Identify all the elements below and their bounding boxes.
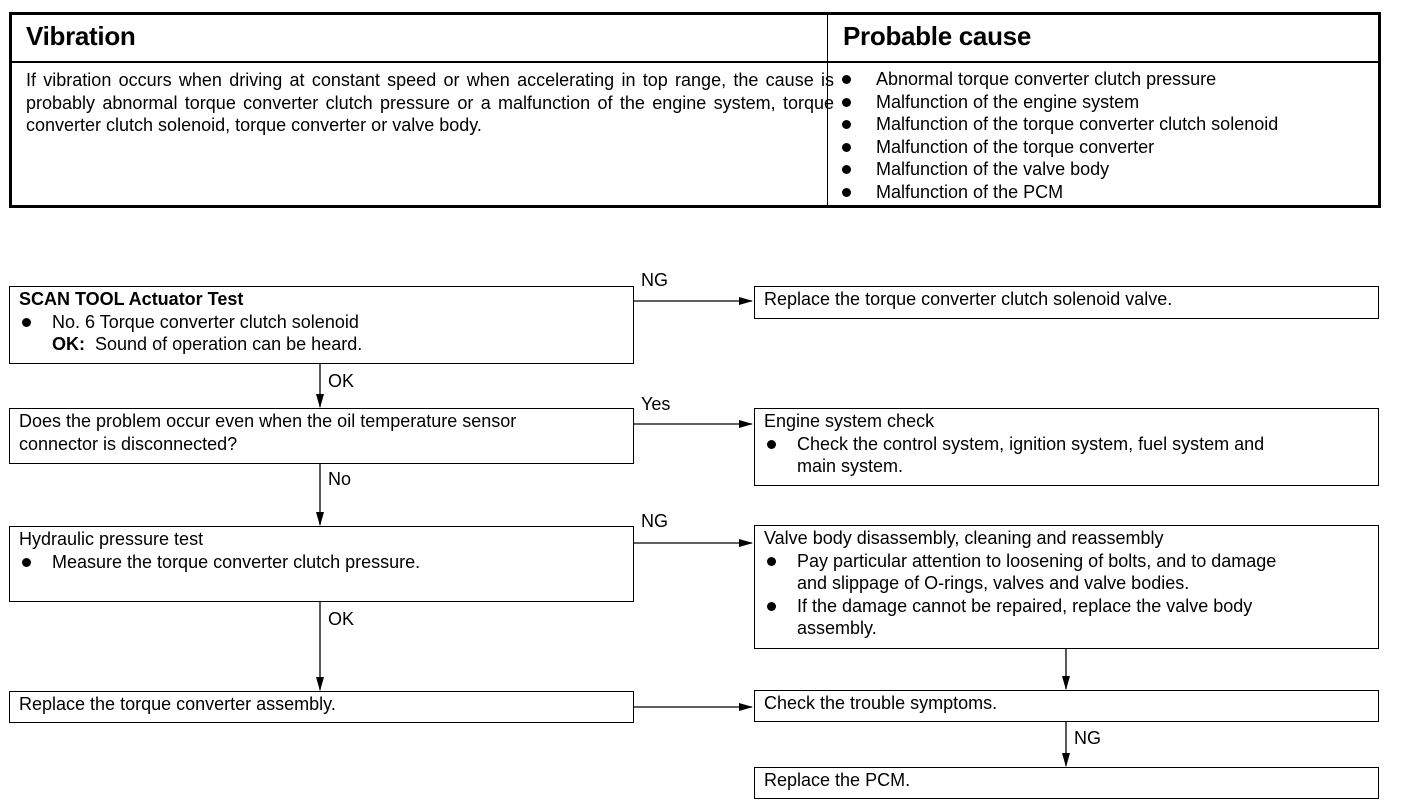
- scan-tool-ok-line: [19, 333, 624, 356]
- replace-solenoid-box: [754, 286, 1379, 319]
- valve-body-item-text: Pay particular attention to loosening of bolts, and to damage: [797, 550, 1277, 571]
- cause-text: Malfunction of the torque converter clutch solenoid: [876, 114, 1279, 134]
- vibration-heading: Vibration: [26, 21, 136, 51]
- replace-torque-converter-box: [9, 691, 634, 723]
- probable-cause-heading: Probable cause: [843, 21, 1031, 51]
- scan-tool-title: SCAN TOOL Actuator Test: [19, 289, 244, 309]
- valve-body-item: [764, 595, 1369, 618]
- yes-label: Yes: [641, 394, 671, 414]
- replace-pcm-text: Replace the PCM.: [764, 770, 911, 790]
- valve-body-item-continued: assembly.: [797, 618, 877, 638]
- ok-label: OK: [328, 371, 355, 391]
- hydraulic-title: Hydraulic pressure test: [19, 529, 204, 549]
- engine-system-check-box: [754, 408, 1379, 486]
- hydraulic-item: [19, 551, 624, 574]
- hydraulic-item-text: Measure the torque converter clutch pressure.: [52, 551, 421, 572]
- cause-text: Malfunction of the torque converter: [876, 136, 1155, 157]
- oil-temp-question-box: [9, 408, 634, 464]
- cause-text: Malfunction of the engine system: [876, 91, 1140, 112]
- replace-solenoid-text: Replace the torque converter clutch solenoid valve.: [764, 289, 1173, 309]
- question-line: connector is disconnected?: [19, 433, 238, 454]
- valve-body-item-continued: and slippage of O-rings, valves and valve bodies.: [797, 573, 1190, 593]
- check-symptoms-text: Check the trouble symptoms.: [764, 693, 998, 713]
- engine-check-item: [764, 433, 1369, 456]
- engine-check-title: Engine system check: [764, 411, 935, 431]
- ng-label: NG: [1074, 728, 1101, 748]
- bullet-icon: [767, 440, 776, 449]
- engine-check-item-text: Check the control system, ignition system, fuel system and: [797, 433, 1265, 454]
- bullet-icon: [22, 318, 31, 327]
- no-label: No: [328, 469, 352, 489]
- replace-torque-converter-text: Replace the torque converter assembly.: [19, 694, 336, 714]
- bullet-icon: [767, 557, 776, 566]
- bullet-icon: [767, 602, 776, 611]
- valve-body-box: [754, 525, 1379, 649]
- ok-criteria-text: Sound of operation can be heard.: [95, 334, 363, 354]
- cause-text: Malfunction of the valve body: [876, 159, 1110, 179]
- bullet-icon: [22, 558, 31, 567]
- scan-tool-actuator-test-box: [9, 286, 634, 364]
- valve-body-item: [764, 550, 1369, 573]
- ok-criteria-label: OK:: [52, 334, 85, 354]
- replace-pcm-box: [754, 767, 1379, 799]
- cause-text: Malfunction of the PCM: [876, 181, 1064, 202]
- engine-check-item-continued: main system.: [797, 456, 904, 476]
- scan-tool-item-text: No. 6 Torque converter clutch solenoid: [52, 311, 359, 332]
- hydraulic-pressure-test-box: [9, 526, 634, 602]
- cause-text: Abnormal torque converter clutch pressure: [876, 69, 1217, 89]
- valve-body-item-text: If the damage cannot be repaired, replace the valve body: [797, 595, 1253, 616]
- ng-label: NG: [641, 511, 668, 531]
- valve-body-title: Valve body disassembly, cleaning and reassembly: [764, 528, 1164, 548]
- check-trouble-symptoms-box: [754, 690, 1379, 722]
- scan-tool-item: [19, 311, 624, 334]
- question-line: Does the problem occur even when the oil temperature sensor: [19, 411, 517, 431]
- vibration-description: If vibration occurs when driving at constant speed or when accelerating in top range, the cause is probably abnormal torque converter clutch pressure or a malfunction of the engine system, torque converter clutch solenoid, torque converter or valve body.: [26, 70, 834, 135]
- ok-label: OK: [328, 609, 355, 629]
- ng-label: NG: [641, 270, 668, 290]
